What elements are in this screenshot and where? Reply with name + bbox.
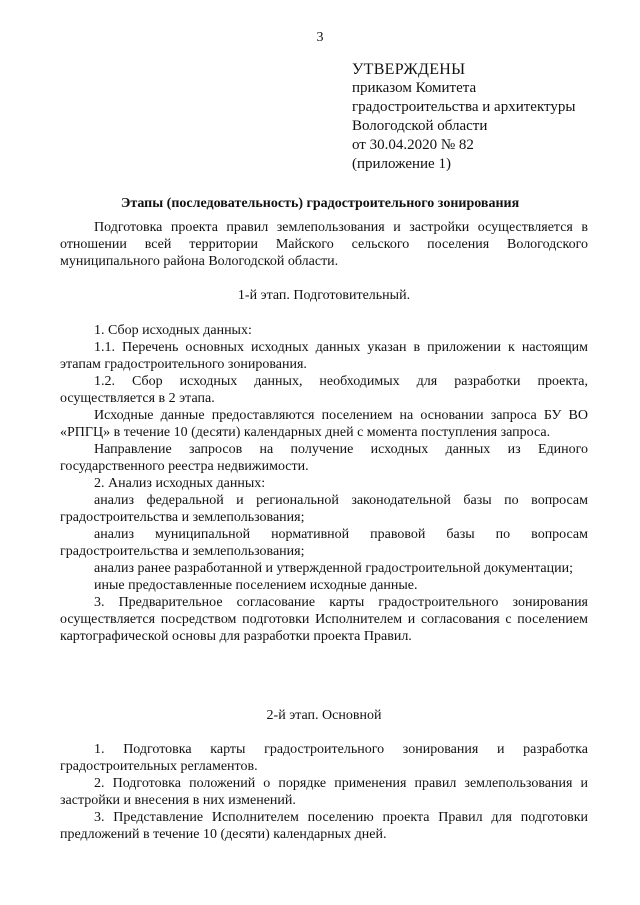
paragraph: Направление запросов на получение исходных данных из Единого государственного реестра недвижимости. (60, 442, 588, 474)
paragraph: 1.1. Перечень основных исходных данных указан в приложении к настоящим этапам градостроительного зонирования. (60, 340, 588, 372)
intro-paragraph: Подготовка проекта правил землепользования и застройки осуществляется в отношении всей территории Майского сельского поселения Вологодского муниципального района Вологодской области. (60, 220, 588, 269)
approval-line: приказом Комитета (352, 80, 477, 96)
paragraph: анализ муниципальной нормативной правовой базы по вопросам градостроительства и землепользования; (60, 527, 588, 559)
stage1-heading-wrap (60, 287, 588, 304)
paragraph: 1.2. Сбор исходных данных, необходимых для разработки проекта, осуществляется в 2 этапа. (60, 374, 588, 406)
approval-date-number: от 30.04.2020 № 82 (352, 137, 474, 153)
paragraph: 3. Представление Исполнителем поселению проекта Правил для подготовки предложений в течение 10 (десяти) календарных дней. (60, 810, 588, 842)
stage1-heading: 1-й этап. Подготовительный. (237, 288, 411, 303)
stage1-section (60, 322, 588, 645)
document-title: Этапы (последовательность) градостроительного зонирования (120, 196, 520, 211)
paragraph: Исходные данные предоставляются поселением на основании запроса БУ ВО «РПГЦ» в течение 10 (десяти) календарных дней с момента поступления запроса. (60, 408, 588, 440)
page-number: 3 (316, 30, 324, 45)
paragraph: 1. Сбор исходных данных: (94, 323, 252, 338)
approval-heading: УТВЕРЖДЕНЫ (352, 61, 466, 78)
stage2-heading: 2-й этап. Основной (266, 708, 382, 723)
approval-block (352, 60, 575, 174)
paragraph: анализ ранее разработанной и утвержденной градостроительной документации; (94, 561, 573, 576)
approval-appendix: (приложение 1) (352, 156, 451, 172)
approval-line: градостроительства и архитектуры (352, 99, 576, 115)
paragraph: 2. Анализ исходных данных: (94, 476, 266, 491)
paragraph: иные предоставленные поселением исходные данные. (94, 578, 418, 593)
intro-section (60, 219, 588, 270)
approval-line: Вологодской области (352, 118, 488, 134)
paragraph: 2. Подготовка положений о порядке применения правил землепользования и застройки и внесения в них изменений. (60, 776, 588, 808)
paragraph: анализ федеральной и региональной законодательной базы по вопросам градостроительства и землепользования; (60, 493, 588, 525)
paragraph: 1. Подготовка карты градостроительного зонирования и разработка градостроительных регламентов. (60, 742, 588, 774)
stage2-section (60, 741, 588, 843)
paragraph: 3. Предварительное согласование карты градостроительного зонирования осуществляется посредством подготовки Исполнителем и согласования с поселением картографической основы для разработки проекта Правил. (60, 595, 588, 644)
stage2-heading-wrap (60, 707, 588, 724)
